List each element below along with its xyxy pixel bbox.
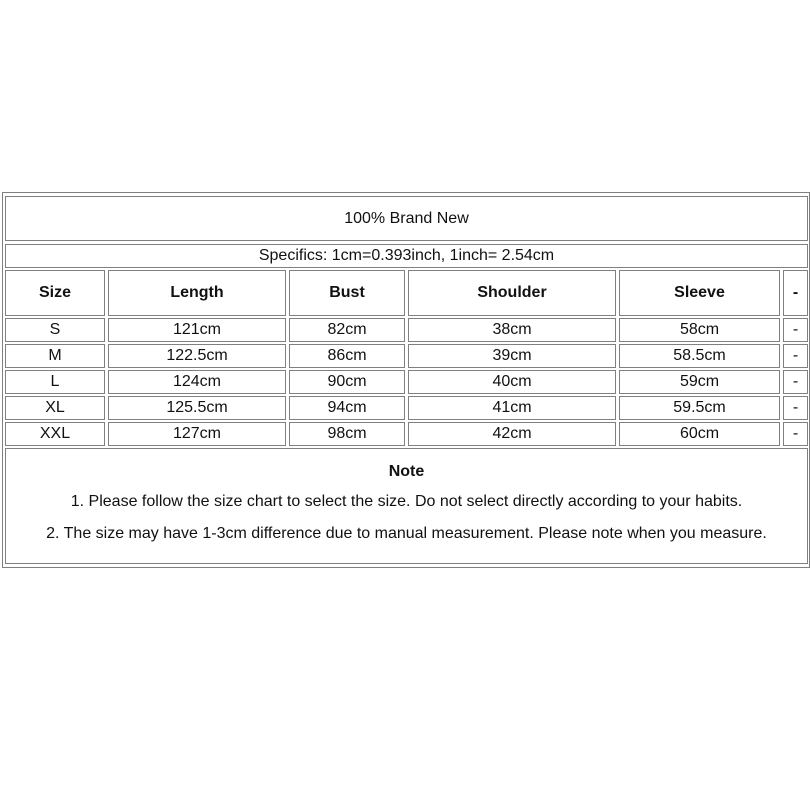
header-shoulder: Shoulder: [408, 270, 616, 316]
table-cell: 40cm: [408, 370, 616, 394]
specifics-row: Specifics: 1cm=0.393inch, 1inch= 2.54cm: [5, 244, 808, 268]
table-cell: L: [5, 370, 105, 394]
table-cell: -: [783, 370, 808, 394]
note-section: [5, 448, 808, 564]
table-cell: 124cm: [108, 370, 286, 394]
table-cell: -: [783, 318, 808, 342]
table-cell: -: [783, 422, 808, 446]
table-cell: 122.5cm: [108, 344, 286, 368]
table-cell: 121cm: [108, 318, 286, 342]
table-cell: -: [783, 344, 808, 368]
note-line-1: 1. Please follow the size chart to select the size. Do not select directly according to your habits.: [70, 493, 743, 510]
table-cell: 90cm: [289, 370, 405, 394]
table-cell: 127cm: [108, 422, 286, 446]
table-cell: 98cm: [289, 422, 405, 446]
table-cell: 125.5cm: [108, 396, 286, 420]
table-cell: 58.5cm: [619, 344, 780, 368]
header-bust: Bust: [289, 270, 405, 316]
table-cell: 42cm: [408, 422, 616, 446]
table-cell: 58cm: [619, 318, 780, 342]
brand-title: 100% Brand New: [5, 196, 808, 241]
table-cell: -: [783, 396, 808, 420]
header-sleeve: Sleeve: [619, 270, 780, 316]
table-cell: 41cm: [408, 396, 616, 420]
table-cell: 60cm: [619, 422, 780, 446]
table-cell: 86cm: [289, 344, 405, 368]
table-cell: XL: [5, 396, 105, 420]
note-title: Note: [388, 463, 425, 480]
table-cell: 59cm: [619, 370, 780, 394]
table-cell: 59.5cm: [619, 396, 780, 420]
header-length: Length: [108, 270, 286, 316]
table-cell: S: [5, 318, 105, 342]
note-line-2: 2. The size may have 1-3cm difference due to manual measurement. Please note when you measure.: [46, 525, 767, 542]
table-cell: 39cm: [408, 344, 616, 368]
table-cell: 94cm: [289, 396, 405, 420]
table-cell: 38cm: [408, 318, 616, 342]
header-size: Size: [5, 270, 105, 316]
table-cell: XXL: [5, 422, 105, 446]
table-cell: M: [5, 344, 105, 368]
header-extra: -: [783, 270, 808, 316]
table-cell: 82cm: [289, 318, 405, 342]
